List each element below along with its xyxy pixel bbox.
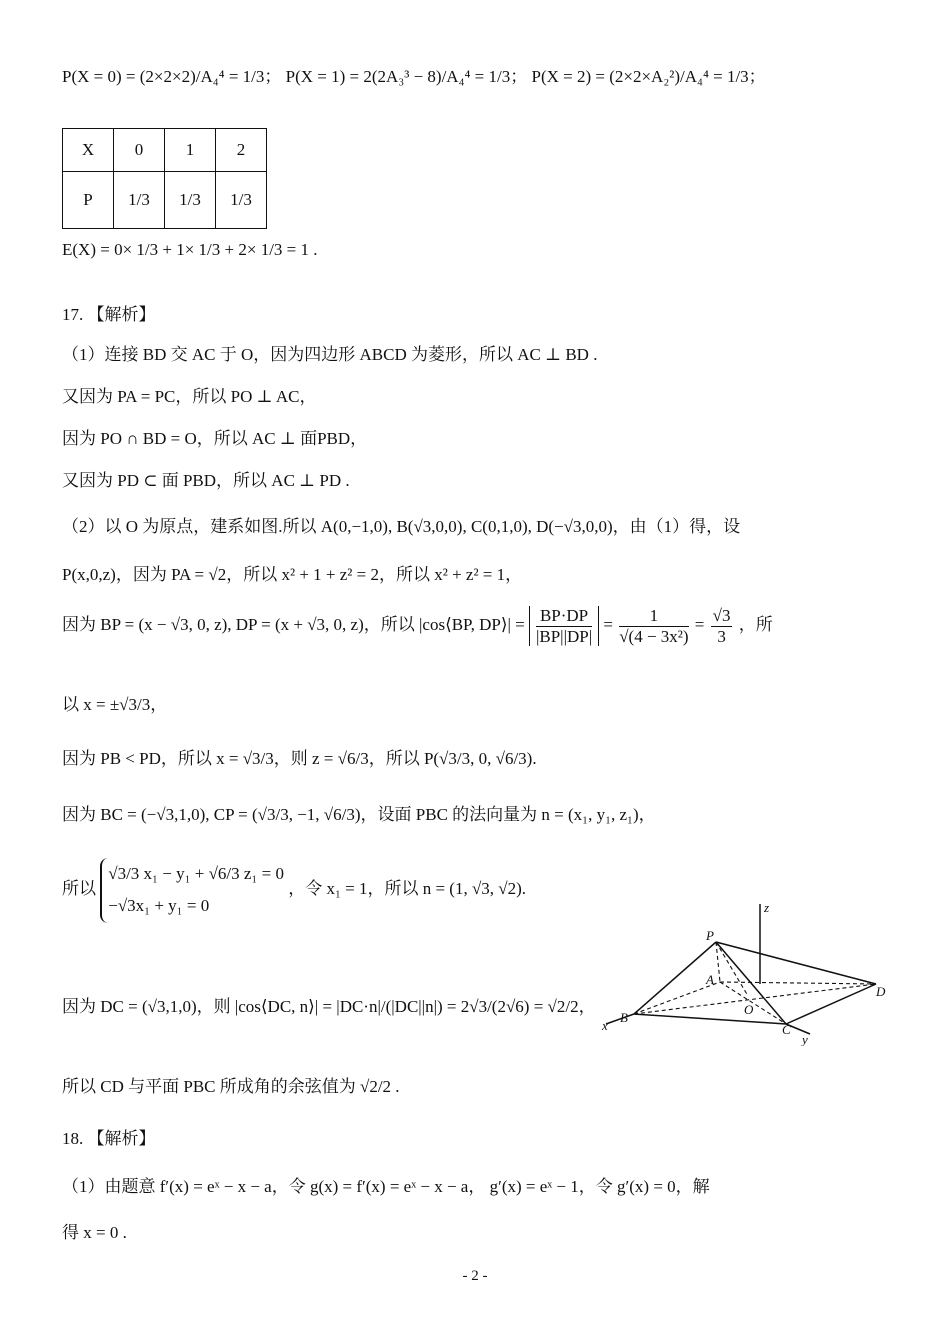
cosine-abs [529, 606, 599, 646]
label-y: y [802, 1032, 808, 1046]
cosine-fraction [536, 606, 592, 646]
fraction-numerator: 1 [619, 606, 688, 627]
table-cell: 1/3 [216, 172, 267, 229]
edge-AD [720, 982, 876, 984]
table-cell: P [63, 172, 114, 229]
label-C: C [782, 1022, 791, 1037]
table-cell: 1/3 [165, 172, 216, 229]
label-P: P [706, 928, 714, 943]
text-line: 因为 BC = (−√3,1,0), CP = (√3/3, −1, √6/3)，设面 PBC 的法向量为 n = (x₁, y₁, z₁)， [62, 805, 656, 824]
edge-PB [634, 942, 716, 1014]
table-cell: 1/3 [114, 172, 165, 229]
section-17-heading: 17. 【解析】 [62, 305, 156, 324]
expectation-line: E(X) = 0× 1/3 + 1× 1/3 + 2× 1/3 = 1 . [62, 240, 318, 259]
equation-1: √3/3 x₁ − y₁ + √6/3 z₁ = 0 [108, 864, 284, 883]
text-line: 又因为 PD ⊂ 面 PBD，所以 AC ⊥ PD . [62, 471, 350, 490]
label-A: A [706, 972, 714, 987]
equals-sign: = [694, 614, 705, 634]
text-line: 所以 CD 与平面 PBC 所成角的余弦值为 √2/2 . [62, 1077, 400, 1096]
edge-PA [716, 942, 720, 982]
table-header-cell: 2 [216, 129, 267, 172]
fraction-numerator: BP·DP [536, 606, 592, 627]
system-suffix: ，令 x₁ = 1，所以 n = (1, √3, √2). [288, 879, 527, 899]
text-line: P(x,0,z)，因为 PA = √2，所以 x² + 1 + z² = 2，所以 x² + z² = 1， [62, 565, 523, 584]
edge-PO [716, 942, 748, 996]
text-line: 因为 DC = (√3,1,0)，则 |cos⟨DC, n⟩| = |DC·n|/(|DC||n|) = 2√3/(2√6) = √2/2， [62, 997, 596, 1016]
table-header-cell: 1 [165, 129, 216, 172]
table-header-cell: X [63, 129, 114, 172]
probability-line: P(X = 0) = (2×2×2)/A₄⁴ = 1/3； P(X = 1) = 2(2A₃³ − 8)/A₄⁴ = 1/3； P(X = 2) = (2×2×A₂²)/A₄⁴ = 1/3； [62, 67, 766, 86]
distribution-table [62, 128, 267, 229]
system-prefix: 所以 [62, 879, 96, 899]
cosine-result [711, 606, 733, 646]
text-line: 因为 PO ∩ BD = O，所以 AC ⊥ 面PBD， [62, 429, 368, 448]
text-line: （1）由题意 f′(x) = eˣ − x − a，令 g(x) = f′(x) = eˣ − x − a， g′(x) = eˣ − 1，令 g′(x) = 0，解 [62, 1177, 710, 1196]
label-B: B [620, 1010, 628, 1025]
page-number: - 2 - [462, 1268, 488, 1284]
label-D: D [876, 984, 886, 999]
cosine-fraction-2 [619, 606, 688, 646]
fraction-denominator: 3 [717, 626, 726, 646]
cosine-line [62, 606, 773, 646]
edge-BC [634, 1014, 786, 1024]
cosine-text: 因为 BP = (x − √3, 0, z), DP = (x + √3, 0, z)，所以 |cos⟨BP, DP⟩| = [62, 614, 525, 634]
text-line: （1）连接 BD 交 AC 于 O，因为四边形 ABCD 为菱形，所以 AC ⊥ BD . [62, 345, 598, 364]
text-line: （2）以 O 为原点，建系如图.所以 A(0,−1,0), B(√3,0,0), C(0,1,0), D(−√3,0,0)，由（1）得，设 [62, 517, 741, 536]
text-line: 以 x = ±√3/3， [62, 695, 168, 714]
equation-system [100, 858, 284, 923]
equation-2: −√3x₁ + y₁ = 0 [108, 896, 210, 916]
label-O: O [744, 1002, 754, 1017]
system-line [62, 858, 526, 923]
label-x: x [602, 1018, 608, 1033]
text-line: 得 x = 0 . [62, 1223, 127, 1242]
label-z: z [764, 900, 770, 915]
pyramid-figure [596, 896, 896, 1046]
equals-sign: = [603, 614, 613, 634]
fraction-denominator: |BP||DP| [535, 626, 593, 646]
text-line: 因为 PB < PD，所以 x = √3/3，则 z = √6/3，所以 P(√3/3, 0, √6/3). [62, 749, 537, 768]
cosine-tail: ，所 [738, 614, 773, 634]
section-18-heading: 18. 【解析】 [62, 1129, 156, 1148]
fraction-denominator: √(4 − 3x²) [619, 626, 689, 646]
text-line: 又因为 PA = PC，所以 PO ⊥ AC， [62, 387, 317, 406]
fraction-numerator: √3 [712, 606, 731, 625]
table-header-cell: 0 [114, 129, 165, 172]
edge-PD [716, 942, 876, 984]
